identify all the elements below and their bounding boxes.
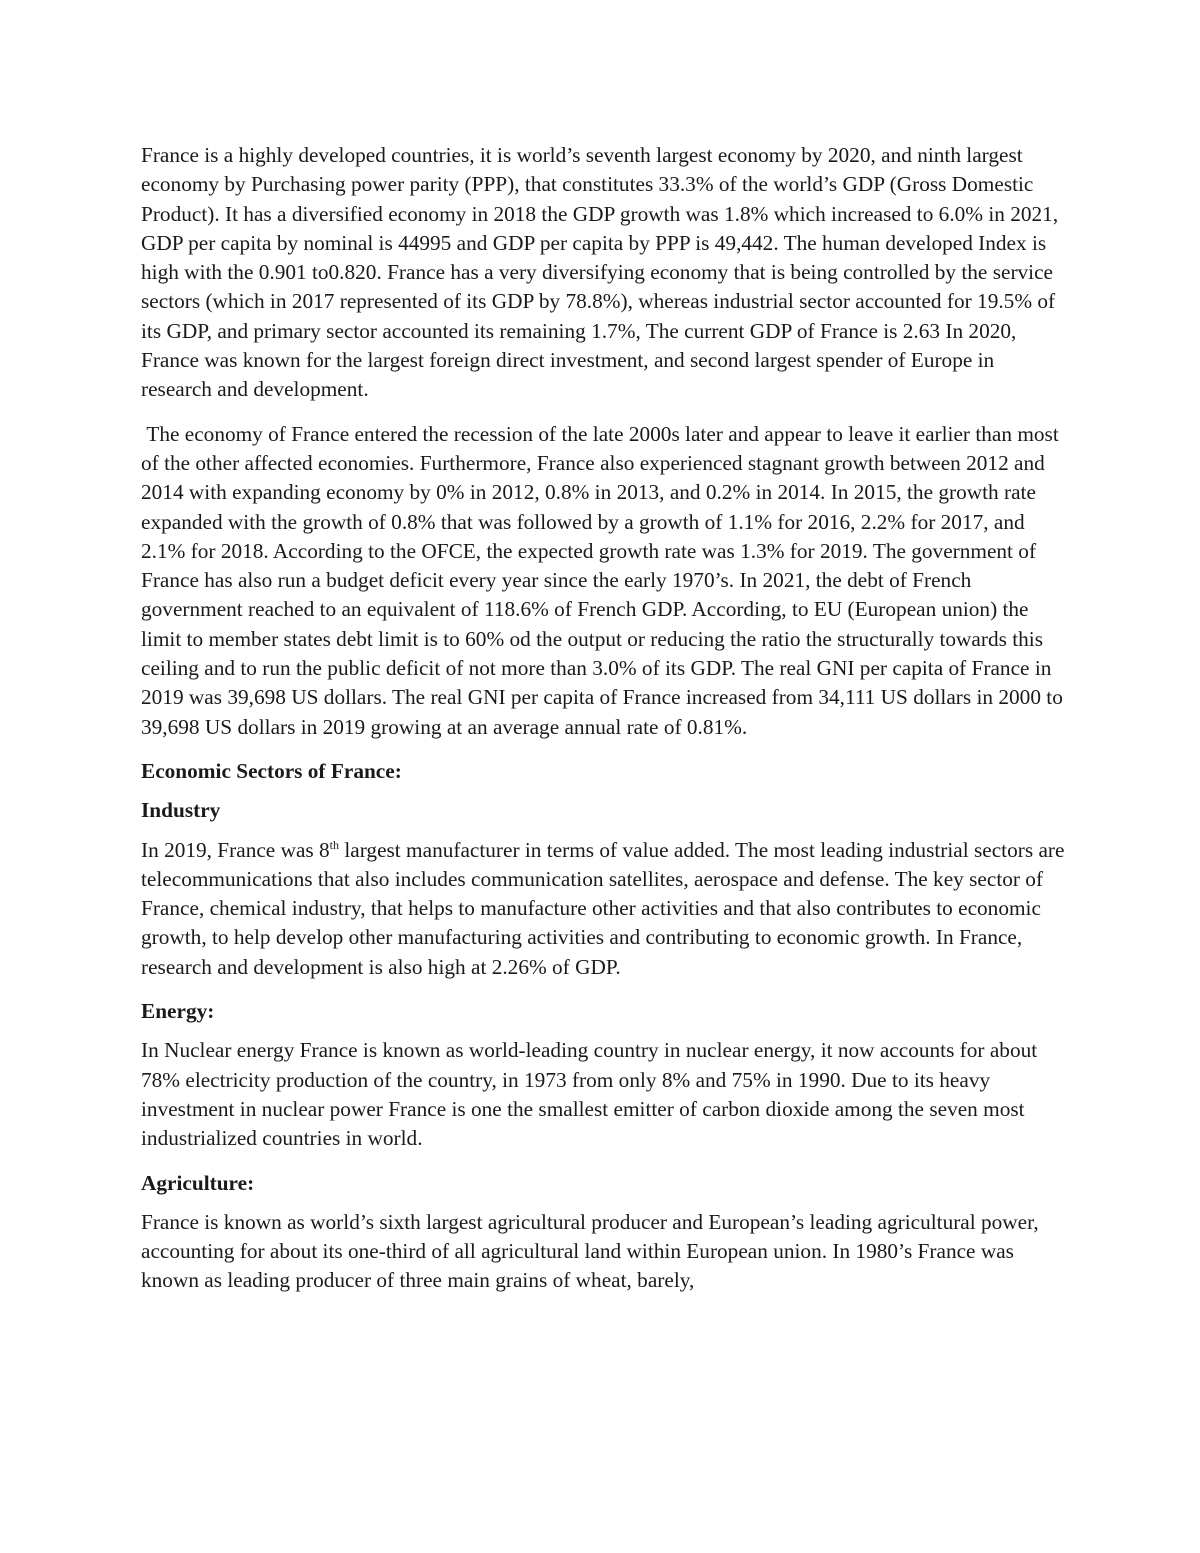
heading-energy: Energy: bbox=[141, 999, 215, 1024]
heading-economic-sectors: Economic Sectors of France: bbox=[141, 758, 402, 783]
industry-text-start: In 2019, France was 8 bbox=[141, 837, 330, 862]
ordinal-suffix: th bbox=[329, 837, 340, 852]
paragraph-energy: In Nuclear energy France is known as world-leading country in nuclear energy, it now accounts for about 78% electricity production of the country, in 1973 from only 8% and 75% in 1990. Due to its heavy investment in nuclear power France is one the smallest emitter of carbon dioxide among the seven most industrialized countries in world. bbox=[141, 1038, 1038, 1151]
paragraph-industry bbox=[141, 836, 1066, 982]
heading-industry: Industry bbox=[141, 798, 221, 823]
document-page bbox=[141, 141, 1069, 1311]
heading-agriculture: Agriculture: bbox=[141, 1170, 255, 1195]
paragraph-agriculture: France is known as world’s sixth largest agricultural producer and European’s leading agricultural power, accounting for about its one-third of all agricultural land within European union. In 1980’s France was known as leading producer of three main grains of wheat, barely, bbox=[141, 1209, 1039, 1293]
industry-text-rest: largest manufacturer in terms of value added. The most leading industrial sectors are telecommunications that also includes communication satellites, aerospace and defense. The key sector of France, chemical industry, that helps to manufacture other activities and that also contributes to economic growth, to help develop other manufacturing activities and contributing to economic growth. In France, research and development is also high at 2.26% of GDP. bbox=[141, 837, 1065, 979]
paragraph-overview: France is a highly developed countries, it is world’s seventh largest economy by 2020, and ninth largest economy by Purchasing power parity (PPP), that constitutes 33.3% of the world’s GDP (Gross Domestic Product). It has a diversified economy in 2018 the GDP growth was 1.8% which increased to 6.0% in 2021, GDP per capita by nominal is 44995 and GDP per capita by PPP is 49,442. The human developed Index is high with the 0.901 to0.820. France has a very diversifying economy that is being controlled by the service sectors (which in 2017 represented of its GDP by 78.8%), whereas industrial sector accounted for 19.5% of its GDP, and primary sector accounted its remaining 1.7%, The current GDP of France is 2.63 In 2020, France was known for the largest foreign direct investment, and second largest spender of Europe in research and development. bbox=[141, 143, 1059, 402]
paragraph-economy-history: The economy of France entered the recession of the late 2000s later and appear to leave it earlier than most of the other affected economies. Furthermore, France also experienced stagnant growth between 2012 and 2014 with expanding economy by 0% in 2012, 0.8% in 2013, and 0.2% in 2014. In 2015, the growth rate expanded with the growth of 0.8% that was followed by a growth of 1.1% for 2016, 2.2% for 2017, and 2.1% for 2018. According to the OFCE, the expected growth rate was 1.3% for 2019. The government of France has also run a budget deficit every year since the early 1970’s. In 2021, the debt of French government reached to an equivalent of 118.6% of French GDP. According, to EU (European union) the limit to member states debt limit is to 60% od the output or reducing the ratio the structurally towards this ceiling and to run the public deficit of not more than 3.0% of its GDP. The real GNI per capita of France in 2019 was 39,698 US dollars. The real GNI per capita of France increased from 34,111 US dollars in 2000 to 39,698 US dollars in 2019 growing at an average annual rate of 0.81%. bbox=[141, 421, 1069, 739]
